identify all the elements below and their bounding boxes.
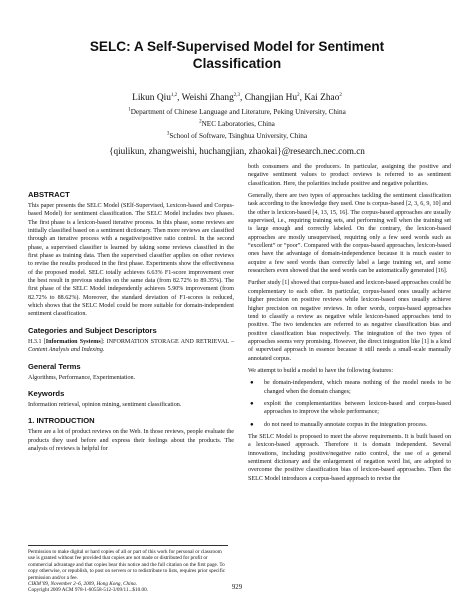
left-column [28, 183, 234, 457]
conference-info: CIKM’09, November 2–6, 2009, Hong Kong, China. [28, 581, 138, 588]
copyright-line: Copyright 2009 ACM 978-1-60558-512-3/09/11...$10.00. [28, 587, 148, 594]
list-item-text: do not need to manually annotate corpus in the integration process. [264, 421, 428, 428]
paper-title [30, 38, 444, 72]
authors-text: Likun Qiu$^{1,2}$, Weishi Zhang$^{2,3}$, Changjian Hu$^2$, Kai Zhao$^2$ [132, 92, 342, 103]
bullet-icon: ● [250, 380, 254, 387]
list-item [248, 400, 451, 417]
bullet-icon: ● [250, 400, 254, 407]
list-item [248, 379, 451, 396]
introduction-paragraph-4: Further study [1] showed that corpus-based and lexicon-based approaches could be complementary to each other. In particular, corpus-based ones usually achieve higher precision on positive reviews while lexicon-based ones usually achieve higher precision on negative reviews. In other words, corpus-based approaches tend to classify a review as negative while lexicon-based approaches tend to positive. The two tendencies are referred to as negative classification bias and positive classification bias respectively. The integration of the two types of approaches seems very promising. However, the direct integration like [1] is a kind of supervised approach in essence because it still needs a small-scale manually annotated corpus. [248, 280, 451, 362]
categories-mid: ]: INFORMATION STORAGE AND RETRIEVAL – [100, 338, 234, 345]
abstract-heading: ABSTRACT [28, 190, 70, 199]
categories-pre: H.3.1 [ [28, 338, 46, 345]
introduction-heading: 1. INTRODUCTION [28, 416, 95, 426]
introduction-paragraph-1: There are a lot of product reviews on the Web. In those reviews, people evaluate the products they used before and express their feelings about the products. The analysis of reviews is helpful for [28, 429, 234, 452]
list-item [248, 421, 451, 429]
author-list [20, 92, 454, 104]
affiliation-3: $^3$School of Software, Tsinghua University, China [166, 131, 308, 140]
affiliation-1: $^1$Department of Chinese Language and Literature, Peking University, China [128, 107, 346, 116]
list-item-text: exploit the complementarities between lexicon-based and corpus-based approaches to improve the whole performance; [264, 400, 451, 416]
abstract-text: This paper presents the SELC Model (SElf-Supervised, Lexicon-based and Corpus-based Model) for sentiment classification. The SELC Model includes two phases. The first phase is a lexicon-based iterative process. In this phase, some reviews are initially classified based on a sentiment dictionary. Then more reviews are classified through an iterative process with a negative/positive ratio control. In the second phase, a supervised classifier is learned by taking some reviews classified in the first phase as training data. Then the supervised classifier applies on other reviews to revise the results produced in the first phase. Experiments show the effectiveness of the proposed model. SELC totally achieves 6.63% F1-score improvement over the best result in previous studies on the same data (from 82.72% to 89.35%). The first phase of the SELC Model independently achieves 5.90% improvement (from 82.72% to 88.62%). Moreover, the standard deviation of F1-scores is reduced, which shows that the SELC Model could be more suitable for domain-independent sentiment classification. [28, 203, 234, 318]
author-emails[interactable]: {qiulikun, zhangweishi, huchangjian, zhaokai}@research.nec.com.cn [109, 146, 365, 156]
keywords-text: Information retrieval, opinion mining, sentiment classification. [28, 401, 182, 408]
categories-italic: Content Analysis and Indexing. [28, 347, 105, 354]
general-terms-heading: General Terms [28, 361, 81, 371]
introduction-paragraph-6: The SELC Model is proposed to meet the above requirements. It is built based on a lexicon-based approach. Therefore it is domain independent. Several innovations, including positive/negative ratio control, the use of a general sentiment dictionary and the enlargement of negation word list, are adopted to overcome the positive classification bias of lexicon-based approaches. Then the SELC Model introduces a corpus-based approach to revise the [248, 433, 451, 482]
general-terms-text: Algorithms, Performance, Experimentation. [28, 374, 136, 381]
keywords-heading: Keywords [28, 388, 65, 398]
title-line-2: Classification [192, 56, 282, 71]
affiliation-3-text: School of Software, Tsinghua University, China [169, 132, 308, 140]
introduction-paragraph-2: both consumers and the producers. In particular, assigning the positive and negative sentiment values to product reviews is referred to as sentiment classification. Here, the polarities include positive and negative polarities. [248, 164, 451, 187]
title-line-1: SELC: A Self-Supervised Model for Sentiment [89, 39, 385, 54]
categories-bold: Information Systems [45, 338, 101, 345]
affiliation-1-text: Department of Chinese Language and Literature, Peking University, China [130, 108, 346, 116]
affiliation-2-text: NEC Laboratories, China [201, 120, 275, 128]
categories-text [28, 338, 234, 355]
bullet-icon: ● [250, 421, 254, 428]
introduction-paragraph-5: We attempt to build a model to have the following features: [248, 367, 394, 374]
introduction-paragraph-3: Generally, there are two types of approaches tackling the sentiment classification task according to the knowledge they used. One is corpus-based [2, 3, 6, 9, 10] and the other is lexicon-based [4, 13, 15, 16]. The corpus-based approaches are usually supervised, i.e., requiring training sets, and performing well when the training set is large enough and correctly labeled. On the contrary, the lexicon-based approaches are mostly unsupervised, requiring only a few seed words such as “excellent” or “poor”. Compared with the corpus-based approaches, lexicon-based ones have the advantage of domain-independence because it is much easier to acquire a few seed words than correctly label a large training set, and some researchers even showed that the seed words can be automatically generated [16]. [248, 193, 451, 275]
permission-text: Permission to make digital or hard copies of all or part of this work for personal or classroom use is granted without fee provided that copies are not made or distributed for profit or commercial advantage and that copies bear this notice and the full citation on the first page. To copy otherwise, or republish, to post on servers or to redistribute to lists, requires prior specific permission and/or a fee. [28, 549, 226, 581]
feature-list [248, 379, 451, 429]
categories-heading: Categories and Subject Descriptors [28, 325, 157, 335]
right-column [248, 163, 451, 487]
page-number: 929 [231, 584, 243, 591]
list-item-text: be domain-independent, which means nothing of the model needs to be changed when the domain changes; [264, 380, 451, 395]
affiliation-2: $^2$NEC Laboratories, China [199, 119, 275, 128]
